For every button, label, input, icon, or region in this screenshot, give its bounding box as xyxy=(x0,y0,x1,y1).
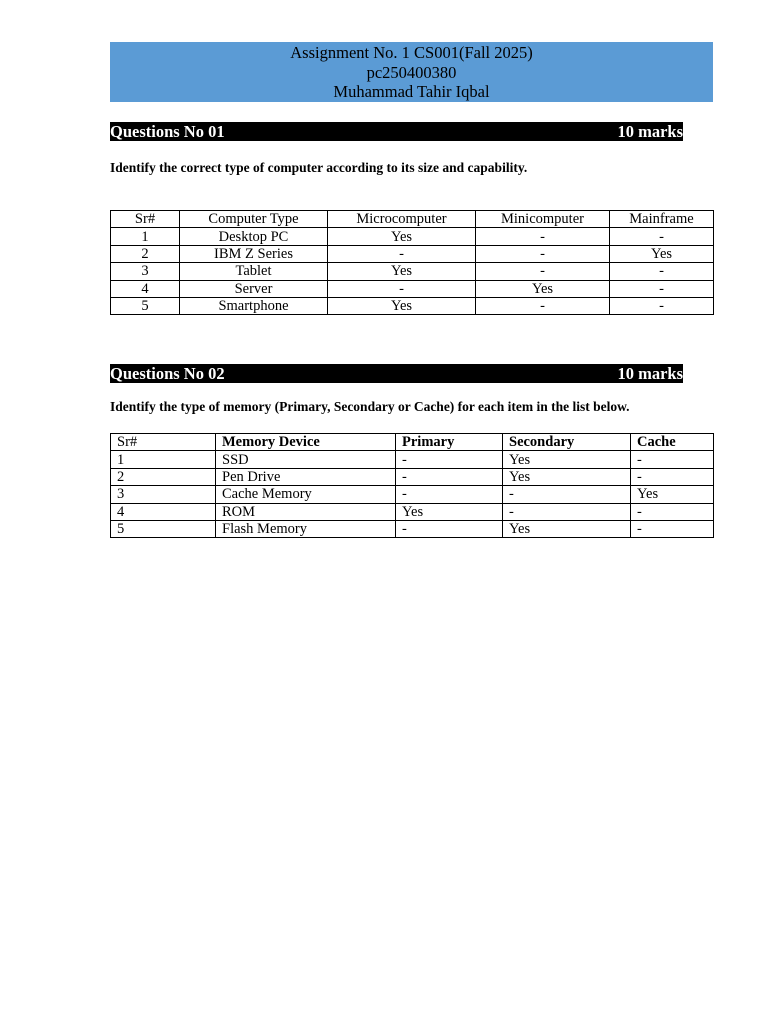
table-cell: 3 xyxy=(111,486,216,503)
table-cell: 5 xyxy=(111,520,216,537)
table-cell: - xyxy=(631,468,714,485)
column-header: Mainframe xyxy=(610,211,714,228)
student-id: pc250400380 xyxy=(366,62,457,82)
table-row xyxy=(111,468,714,485)
table-cell: Yes xyxy=(503,451,631,468)
column-header: Primary xyxy=(396,434,503,451)
table-cell: 5 xyxy=(111,297,180,314)
table-row xyxy=(111,263,714,280)
table-row xyxy=(111,245,714,262)
table-cell: Yes xyxy=(503,520,631,537)
table-cell: - xyxy=(610,297,714,314)
table-row xyxy=(111,486,714,503)
table-row xyxy=(111,280,714,297)
memory-type-table xyxy=(110,433,714,538)
table-cell: - xyxy=(610,228,714,245)
student-name: Muhammad Tahir Iqbal xyxy=(333,82,490,101)
column-header: Computer Type xyxy=(180,211,328,228)
table-row xyxy=(111,297,714,314)
table-cell: - xyxy=(631,503,714,520)
question-1-marks: 10 marks xyxy=(617,122,683,141)
question-2-instruction: Identify the type of memory (Primary, Secondary or Cache) for each item in the list below. xyxy=(110,399,630,414)
column-header: Sr# xyxy=(111,211,180,228)
table-cell: 2 xyxy=(111,468,216,485)
question-1-instruction: Identify the correct type of computer according to its size and capability. xyxy=(110,160,528,175)
table-cell: Yes xyxy=(610,245,714,262)
table-cell: Server xyxy=(180,280,328,297)
question-2-marks: 10 marks xyxy=(617,364,683,383)
table-cell: Desktop PC xyxy=(180,228,328,245)
table-cell: - xyxy=(610,280,714,297)
table-row xyxy=(111,451,714,468)
table-cell: - xyxy=(396,451,503,468)
table-row xyxy=(111,228,714,245)
table-cell: - xyxy=(396,520,503,537)
column-header: Sr# xyxy=(111,434,216,451)
table-cell: Smartphone xyxy=(180,297,328,314)
table-cell: - xyxy=(503,486,631,503)
table-cell: - xyxy=(476,245,610,262)
table-row xyxy=(111,503,714,520)
table-cell: - xyxy=(396,486,503,503)
table-cell: 1 xyxy=(111,228,180,245)
table-cell: - xyxy=(328,245,476,262)
table-cell: Yes xyxy=(503,468,631,485)
table-cell: - xyxy=(396,468,503,485)
table-cell: Flash Memory xyxy=(216,520,396,537)
computer-type-table xyxy=(110,210,714,315)
table-cell: 4 xyxy=(111,503,216,520)
table-cell: 3 xyxy=(111,263,180,280)
table-cell: ROM xyxy=(216,503,396,520)
table-cell: Yes xyxy=(396,503,503,520)
column-header: Cache xyxy=(631,434,714,451)
table-cell: - xyxy=(631,451,714,468)
table-cell: - xyxy=(476,263,610,280)
table-cell: - xyxy=(610,263,714,280)
table-cell: Yes xyxy=(328,297,476,314)
question-1-title: Questions No 01 xyxy=(110,122,225,141)
question-2-heading xyxy=(110,364,683,383)
table-cell: Cache Memory xyxy=(216,486,396,503)
table-row xyxy=(111,520,714,537)
column-header: Secondary xyxy=(503,434,631,451)
assignment-title: Assignment No. 1 CS001(Fall 2025) xyxy=(290,43,533,62)
table-cell: - xyxy=(476,228,610,245)
table-cell: - xyxy=(476,297,610,314)
table-cell: Yes xyxy=(328,228,476,245)
table-cell: Tablet xyxy=(180,263,328,280)
table-cell: 1 xyxy=(111,451,216,468)
table-cell: Pen Drive xyxy=(216,468,396,485)
table-cell: Yes xyxy=(631,486,714,503)
question-2-title: Questions No 02 xyxy=(110,364,225,383)
table-cell: SSD xyxy=(216,451,396,468)
column-header: Memory Device xyxy=(216,434,396,451)
table-cell: Yes xyxy=(476,280,610,297)
table-cell: - xyxy=(503,503,631,520)
table-cell: - xyxy=(631,520,714,537)
table-cell: Yes xyxy=(328,263,476,280)
column-header: Microcomputer xyxy=(328,211,476,228)
question-1-heading xyxy=(110,122,683,141)
table-header-row xyxy=(111,434,714,451)
table-cell: 4 xyxy=(111,280,180,297)
table-cell: IBM Z Series xyxy=(180,245,328,262)
table-cell: - xyxy=(328,280,476,297)
table-cell: 2 xyxy=(111,245,180,262)
table-header-row xyxy=(111,211,714,228)
column-header: Minicomputer xyxy=(476,211,610,228)
assignment-header xyxy=(110,42,713,102)
